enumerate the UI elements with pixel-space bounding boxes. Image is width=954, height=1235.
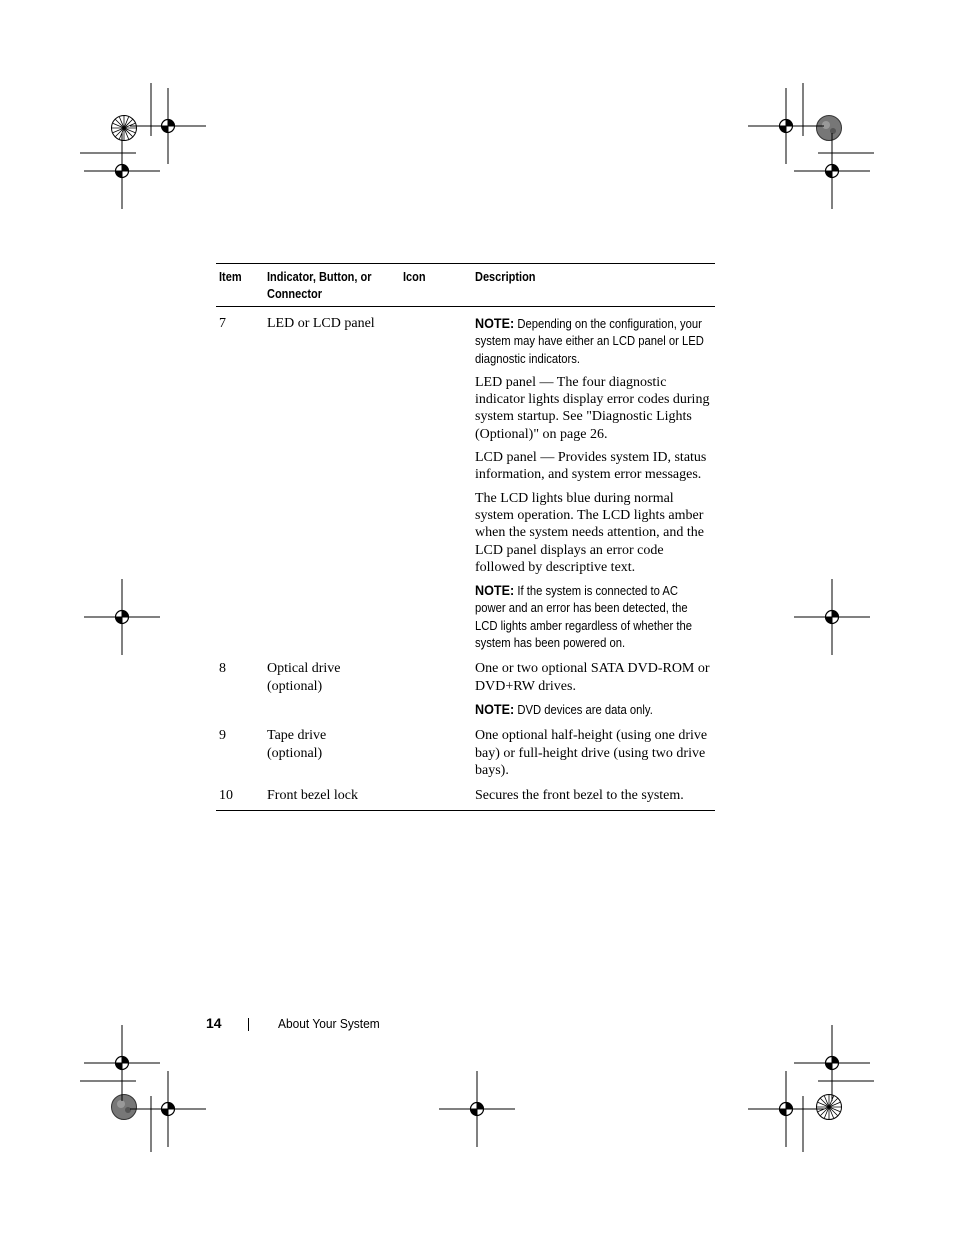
row-name: Optical drive (optional) [267,661,341,694]
table-row [216,658,715,719]
description-paragraph: The LCD lights blue during normal system operation. The LCD lights amber when the system needs attention, and the LCD panel displays an error code followed by descriptive text. [475,490,704,575]
note-label: NOTE: [475,315,515,331]
description-paragraph: LED panel — The four diagnostic indicator lights display error codes during system startup. See "Diagnostic Lights (Optional)" on page 26. [475,374,710,442]
row-description [475,315,711,652]
footer-divider [248,1018,249,1031]
table-row [216,785,715,804]
row-item-number: 7 [219,316,226,331]
description-paragraph: LCD panel — Provides system ID, status information, and system error messages. [475,450,707,483]
description-paragraph: One optional half-height (using one drive bay) or full-height drive (using two drive bays). [475,728,708,778]
description-paragraph: Secures the front bezel to the system. [475,788,684,804]
header-icon: Icon [403,270,426,284]
system-indicators-table [216,263,715,811]
row-item-number: 10 [219,788,233,804]
description-paragraph: One or two optional SATA DVD-ROM or DVD+RW drives. [475,661,710,694]
row-description [475,727,711,779]
row-description [475,787,711,804]
header-item: Item [219,270,242,284]
note-label: NOTE: [475,582,515,599]
note-text: DVD devices are data only. [514,702,653,717]
row-name: LED or LCD panel [267,316,375,331]
note-label: NOTE: [475,700,515,717]
table-row [216,307,715,652]
note [475,701,711,719]
note-text: Depending on the configuration, your system may have either an LCD panel or LED diagnostic indicators. [475,317,704,366]
note [475,582,711,652]
page-number: 14 [206,1015,222,1031]
row-name: Tape drive (optional) [267,728,327,761]
header-description: Description [475,270,536,284]
section-title: About Your System [278,1016,380,1031]
note [475,315,711,368]
row-item-number: 9 [219,728,226,744]
row-item-number: 8 [219,661,226,677]
row-name: Front bezel lock [267,788,358,804]
table-header [216,264,715,307]
header-indicator: Indicator, Button, or Connector [267,270,372,301]
table-row [216,725,715,779]
row-description [475,660,711,719]
note-text: If the system is connected to AC power and an error has been detected, the LCD lights amber regardless of whether the system has been powered on. [475,584,692,651]
